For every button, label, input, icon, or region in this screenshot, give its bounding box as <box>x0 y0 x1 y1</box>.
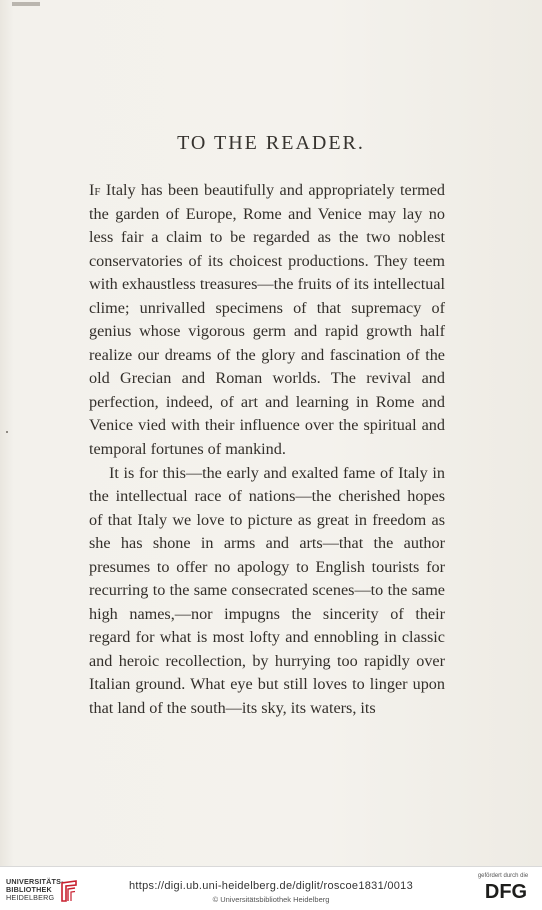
paragraph-2: It is for this—the early and exalted fame of Italy in the intellectual race of nations—the cherished hopes of that Italy we love to picture as great in freedom as she has shone in arms and arts—that the author presumes to offer no apology to English tourists for recurring to the same consecrated scenes—to the same high names,—nor impugns the sincerity of their regard for what is most lofty and ennobling in classic and heroic recollection, by hurrying too rapidly over Italian ground. What eye but still loves to linger upon that land of the south—its sky, its waters, its <box>89 463 445 718</box>
copyright-notice: © Universitätsbibliothek Heidelberg <box>212 895 330 904</box>
library-name-line-1: UNIVERSITÄTS- <box>6 877 64 886</box>
funding-caption: gefördert durch die <box>477 873 529 879</box>
page-title: TO THE READER. <box>177 132 365 154</box>
library-name-line-3: HEIDELBERG <box>6 893 55 902</box>
paragraph-1 <box>89 179 445 462</box>
permalink-url[interactable]: https://digi.ub.uni-heidelberg.de/diglit/roscoe1831/0013 <box>128 880 414 892</box>
drop-lead-word: If <box>89 181 101 199</box>
body-text <box>89 179 445 721</box>
dfg-logo[interactable] <box>478 881 534 901</box>
page-edge-mark <box>12 2 40 6</box>
paragraph-1-text: Italy has been beautifully and appropriately termed the garden of Europe, Rome and Venice may lay no less fair a claim to be regarded as the two noblest conservatories of its choicest productions. They teem with exhaustless treasures—the fruits of its intellectual clime; unrivalled specimens of that supremacy of genius whose vigorous germ and rapid growth half realize our dreams of the glory and fascination of the old Grecian and Roman worlds. The revival and perfection, indeed, of art and learning in Rome and Venice vied with their influence over the spiritual and temporal fortunes of mankind. <box>89 181 445 459</box>
library-name-line-2: BIBLIOTHEK <box>6 885 52 894</box>
margin-speck <box>6 431 8 433</box>
dfg-logo-text: DFG <box>484 881 528 901</box>
digitization-footer <box>0 866 542 910</box>
